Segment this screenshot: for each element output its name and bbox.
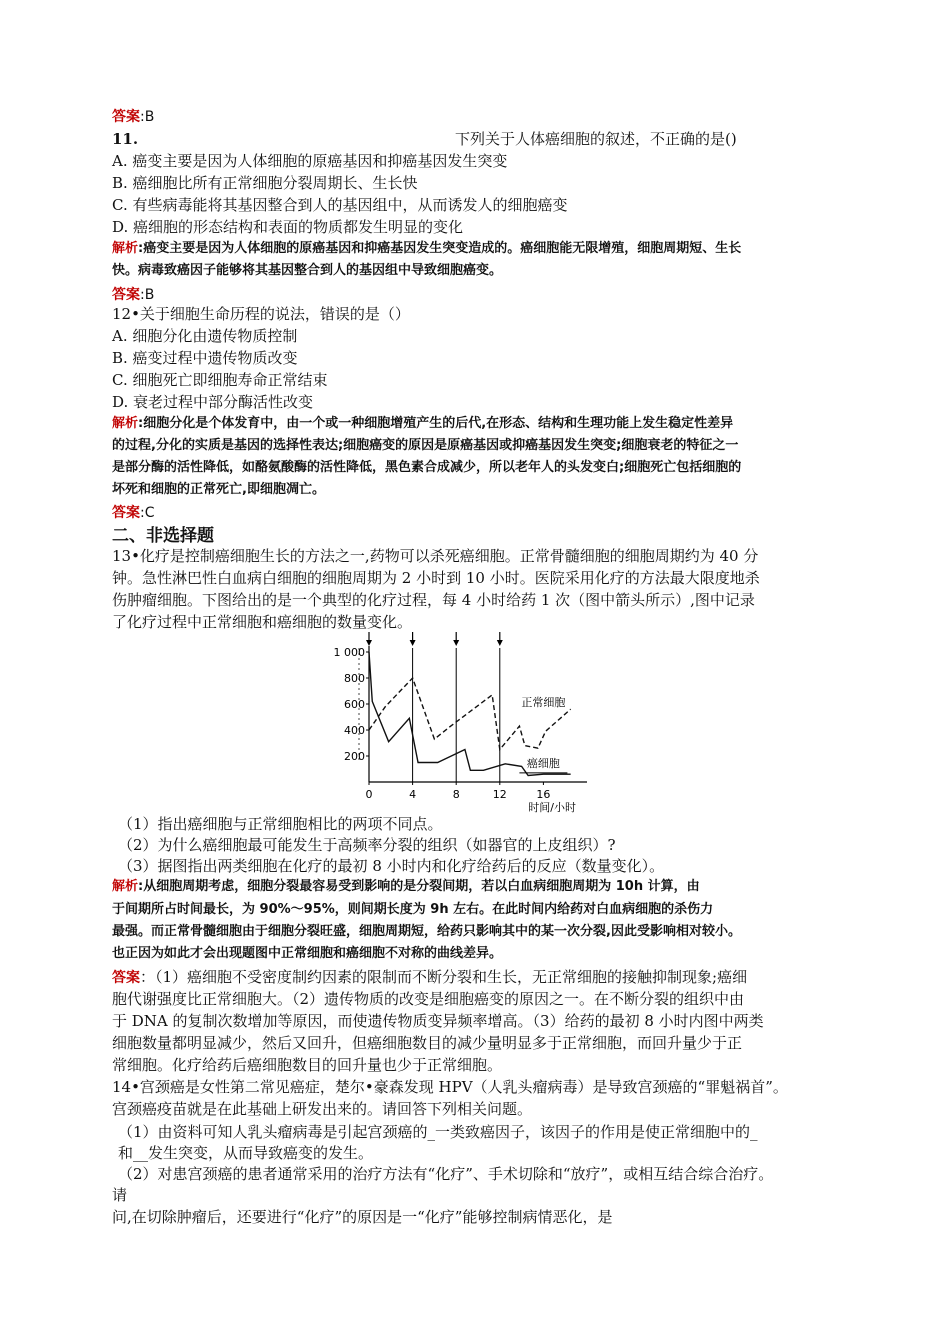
q11-option-a: A. 癌变主要是因为人体细胞的原癌基因和抑癌基因发生突变	[112, 152, 508, 170]
q13-explanation-line-2: 于间期所占时间最长，为 90%〜95%，则间期长度为 9h 左右。在此时间内给药对白血病细胞的杀伤力	[112, 902, 714, 917]
y-tick-label: 600	[344, 698, 365, 711]
explain-label: 解析	[112, 416, 139, 431]
q11-option-b: B. 癌细胞比所有正常细胞分裂周期长、生长快	[112, 174, 418, 192]
q13-stem-line-4: 了化疗过程中正常细胞和癌细胞的数量变化。	[112, 613, 413, 631]
dose-arrow-head	[366, 640, 372, 646]
q10-answer-line	[112, 106, 154, 127]
x-tick-label: 16	[536, 788, 551, 801]
series-label-cancer: 癌细胞	[526, 757, 560, 771]
q14-sub-question-2-line-2: 请	[112, 1186, 128, 1204]
answer-label: 答案	[112, 505, 140, 521]
explain-label: 解析	[112, 241, 139, 256]
q12-option-a: A. 细胞分化由遗传物质控制	[112, 327, 298, 345]
q12-explanation-line-1: 解析:细胞分化是个体发育中，由一个或一种细胞增殖产生的后代,在形态、结构和生理功能上发生稳定性差异	[112, 416, 734, 431]
q14-stem-line-1: 14•宫颈癌是女性第二常见癌症，楚尔•豪森发现 HPV（人乳头瘤病毒）是导致宫颈癌的“罪魁祸首”。	[112, 1078, 788, 1096]
chart-ticks	[334, 646, 551, 801]
x-tick-label: 8	[452, 788, 460, 801]
answer-value: :B	[140, 287, 155, 303]
answer-value: :B	[140, 109, 155, 125]
answer-label: 答案	[112, 109, 140, 125]
y-tick-label: 800	[344, 672, 365, 685]
q14-sub-question-1-line-2: 和__发生突变，从而导致癌变的发生。	[118, 1144, 374, 1162]
q14-sub-question-2-line-3: 问,在切除肿瘤后，还要进行“化疗”的原因是一“化疗”能够控制病情恶化，是	[112, 1208, 613, 1226]
q12-option-b: B. 癌变过程中遗传物质改变	[112, 349, 298, 367]
q11-stem: 下列关于人体癌细胞的叙述，不正确的是()	[455, 130, 737, 148]
y-tick-label: 200	[344, 750, 365, 763]
q13-explanation-line-4: 也正因为如此才会出现题图中正常细胞和癌细胞不对称的曲线差异。	[112, 946, 503, 961]
q11-number: 11.	[112, 130, 139, 148]
q11-explanation-line-2: 快。病毒致癌因子能够将其基因整合到人的基因组中导致细胞癌变。	[112, 263, 503, 278]
q13-sub-question-2: （2）为什么癌细胞最可能发生于高频率分裂的组织（如器官的上皮组织）?	[118, 836, 616, 854]
q14-sub-question-1-line-1: （1）由资料可知人乳头瘤病毒是引起宫颈癌的_一类致癌因子，该因子的作用是使正常细胞中的_	[118, 1123, 758, 1141]
q11-explanation-line-1: 解析:癌变主要是因为人体细胞的原癌基因和抑癌基因发生突变造成的。癌细胞能无限增殖，细胞周期短、生长	[112, 241, 742, 256]
q12-stem: 12•关于细胞生命历程的说法，错误的是（）	[112, 305, 410, 323]
q13-explanation-line-3: 最强。而正常骨髓细胞由于细胞分裂旺盛，细胞周期短，给药只影响其中的某一次分裂,因此受影响相对较小。	[112, 924, 741, 939]
q13-stem-line-2: 钟。急性淋巴性白血病白细胞的细胞周期为 2 小时到 10 小时。医院采用化疗的方法最大限度地杀	[112, 569, 760, 587]
q14-sub-question-2-line-1: （2）对患宫颈癌的患者通常采用的治疗方法有“化疗”、手术切除和“放疗”，或相互结合综合治疗。	[118, 1165, 774, 1183]
normal-cell-line	[369, 678, 571, 750]
x-tick-label: 12	[492, 788, 507, 801]
series-label-normal: 正常细胞	[521, 695, 566, 709]
explain-label: 解析	[112, 879, 139, 894]
q13-explanation-line-1: 解析:从细胞周期考虑，细胞分裂最容易受到影响的是分裂间期，若以白血病细胞周期为 10h 计算，由	[112, 879, 700, 894]
x-axis-label: 时间/小时	[528, 801, 576, 814]
section-title: 二、非选择题	[112, 526, 214, 546]
q13-stem-line-1: 13•化疗是控制癌细胞生长的方法之一,药物可以杀死癌细胞。正常骨髓细胞的细胞周期约为 40 分	[112, 547, 759, 565]
q13-answer-line-3: 于 DNA 的复制次数增加等原因，而使遗传物质变异频率增高。（3）给药的最初 8 小时内图中两类	[112, 1012, 764, 1030]
q13-stem-line-3: 伤肿瘤细胞。下图给出的是一个典型的化疗过程，每 4 小时给药 1 次（图中箭头所示）,图中记录	[112, 591, 755, 609]
q12-answer-line	[112, 502, 155, 523]
dose-arrow-head	[410, 640, 416, 646]
chart-dose-arrows	[366, 632, 503, 782]
y-tick-label: 1 000	[333, 646, 365, 659]
q11-option-c: C. 有些病毒能将其基因整合到人的基因组中，从而诱发人的细胞癌变	[112, 196, 568, 214]
q12-explanation-line-3: 是部分酶的活性降低，如酪氨酸酶的活性降低，黑色素合成减少，所以老年人的头发变白;细胞死亡包括细胞的	[112, 460, 742, 475]
answer-label: 答案	[112, 287, 140, 303]
q12-option-c: C. 细胞死亡即细胞寿命正常结束	[112, 371, 328, 389]
x-tick-label: 0	[365, 788, 373, 801]
answer-value: :C	[140, 505, 155, 521]
x-tick-label: 4	[409, 788, 417, 801]
q11-option-d: D. 癌细胞的形态结构和表面的物质都发生明显的变化	[112, 218, 464, 236]
q12-option-d: D. 衰老过程中部分酶活性改变	[112, 393, 314, 411]
chemotherapy-cell-count-chart	[325, 630, 645, 814]
q11-answer-line	[112, 284, 154, 305]
q12-explanation-line-2: 的过程,分化的实质是基因的选择性表达;细胞癌变的原因是原癌基因或抑癌基因发生突变;细胞衰老的特征之一	[112, 438, 739, 453]
q13-sub-question-1: （1）指出癌细胞与正常细胞相比的两项不同点。	[118, 815, 443, 833]
q13-answer-line-4: 细胞数量都明显减少，然后又回升，但癌细胞数目的减少量明显多于正常细胞，而回升量少于正	[112, 1034, 743, 1052]
q13-answer-line-1: 答案：（1）癌细胞不受密度制约因素的限制而不断分裂和生长，无正常细胞的接触抑制现象;癌细	[112, 968, 748, 986]
q13-sub-question-3: （3）据图指出两类细胞在化疗的最初 8 小时内和化疗给药后的反应（数量变化）。	[118, 857, 665, 875]
q13-answer-line-2: 胞代谢强度比正常细胞大。（2）遗传物质的改变是细胞癌变的原因之一。在不断分裂的组织中由	[112, 990, 745, 1008]
q14-stem-line-2: 宫颈癌疫苗就是在此基础上研发出来的。请回答下列相关问题。	[112, 1100, 533, 1118]
q12-explanation-line-4: 坏死和细胞的正常死亡,即细胞凋亡。	[112, 482, 325, 497]
dose-arrow-head	[497, 640, 503, 646]
dose-arrow-head	[453, 640, 459, 646]
y-tick-label: 400	[344, 724, 365, 737]
q13-answer-line-5: 常细胞。化疗给药后癌细胞数目的回升量也少于正常细胞。	[112, 1056, 503, 1074]
answer-label: 答案	[112, 970, 140, 986]
